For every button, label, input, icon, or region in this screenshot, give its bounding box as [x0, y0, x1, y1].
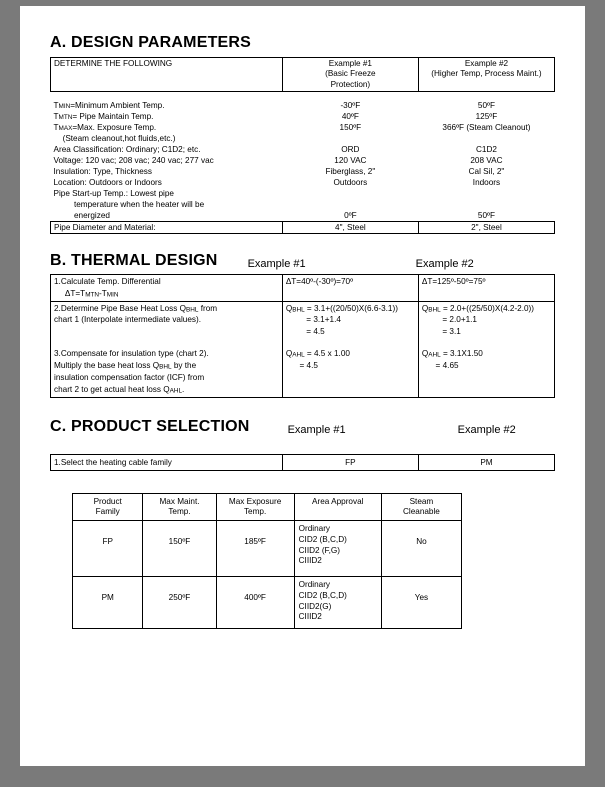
q1-expr: = 3.1+((20/50)X(6.6-3.1)): [304, 303, 398, 313]
header-max-exposure-line1: Max Exposure: [228, 496, 282, 506]
area-classification-example-1: ORD: [341, 144, 360, 154]
tmtn-suffix: = Pipe Maintain Temp.: [72, 111, 154, 121]
row-label-tmax: [51, 122, 283, 133]
row-label-insulation: Insulation: Type, Thickness: [53, 166, 152, 176]
row-fp-area: [294, 521, 381, 577]
header-steam-line2: Cleanable: [402, 507, 440, 517]
table-row: [51, 122, 555, 133]
q1-symbol: Q: [285, 303, 293, 313]
q1b-expr: = 4.5 x 1.00: [304, 349, 350, 359]
tmin-example-2: 50ºF: [477, 100, 495, 110]
q2b-line2: = 4.65: [421, 361, 459, 371]
thermal-step-3-line1: 3.Compensate for insulation type (chart 2).: [54, 349, 209, 359]
qahl-prefix: Multiply the base heat loss Q: [54, 361, 160, 371]
spacer-mid: [282, 91, 418, 100]
row-pm-family: PM: [73, 577, 143, 629]
insulation-example-2: Cal Sil, 2": [468, 166, 505, 176]
thermal-step-2-example-1: [282, 301, 418, 339]
voltage-example-2: 208 VAC: [470, 155, 503, 165]
header-steam-line1: Steam: [409, 496, 434, 506]
header-steam-cleanable: [381, 493, 461, 521]
header-area-approval: Area Approval: [294, 493, 381, 521]
tmax-prefix: T: [53, 122, 59, 132]
spacer-left: [51, 91, 283, 100]
row-label-startup-1: Pipe Start-up Temp.: Lowest pipe: [53, 188, 174, 198]
startup-example-2b: [418, 199, 554, 210]
qbhl-suffix: from: [198, 303, 218, 313]
thermal-step-2-line1: [54, 303, 279, 315]
pipe-diameter-example-1: 4", Steel: [282, 221, 418, 233]
header-example-2-line2: (Higher Temp, Process Maint.): [431, 69, 542, 79]
product-family-table: [72, 493, 462, 630]
section-b-heading-row: [50, 252, 555, 270]
q2b-sub: AHL: [428, 351, 441, 359]
product-family-table-wrap: [50, 493, 555, 630]
header-example-1-line2: (Basic Freeze: [325, 69, 376, 79]
row-pm-area-line2: CID2 (B,C,D): [298, 590, 347, 600]
thermal-step-3-line4: [54, 384, 279, 396]
select-cable-family-label: 1.Select the heating cable family: [51, 454, 283, 470]
startup-example-1b: [282, 199, 418, 210]
row-pm-area: [294, 577, 381, 629]
row-fp-area-line3: CIID2 (F,G): [298, 545, 341, 555]
row-label-area-classification: Area Classification: Ordinary; C1D2; etc.: [53, 144, 201, 154]
section-c-heading-row: [50, 418, 555, 436]
steam-cleanout-example-1: [282, 133, 418, 144]
thermal-step-3-label: [51, 339, 283, 397]
section-a: [50, 34, 555, 234]
thermal-step-3-spacer: [54, 340, 279, 348]
thermal-step-3-line2: [54, 360, 279, 372]
header-max-exposure-line2: Temp.: [243, 507, 267, 517]
tmtn-prefix: T: [53, 111, 59, 121]
thermal-step-3-example-2: [418, 339, 554, 397]
table-row: [51, 301, 555, 339]
header-example-1: [282, 58, 418, 92]
header-example-1-line1: Example #1: [328, 59, 372, 68]
header-determine: DETERMINE THE FOLLOWING: [51, 58, 283, 92]
tmax-example-2: 366ºF (Steam Cleanout): [442, 122, 531, 132]
row-label-voltage: Voltage: 120 vac; 208 vac; 240 vac; 277 vac: [53, 155, 214, 165]
table-row: [51, 155, 555, 166]
location-example-2: Indoors: [472, 177, 501, 187]
q1b-symbol: Q: [285, 349, 293, 359]
startup-example-1c: 0ºF: [344, 210, 357, 220]
header-product-family-line1: Product: [93, 496, 122, 506]
qahl-sub: BHL: [159, 363, 172, 371]
section-c: [50, 418, 555, 471]
thermal-step-2-label: [51, 301, 283, 339]
q1b-sub: AHL: [292, 351, 305, 359]
spacer-right: [418, 91, 554, 100]
table-row: [51, 221, 555, 233]
row-fp-maint: 150ºF: [143, 521, 216, 577]
thermal-step-2-line2: chart 1 (Interpolate intermediate values).: [54, 315, 201, 325]
q2-sub: BHL: [428, 306, 441, 314]
q2b-line1: [422, 348, 551, 360]
spacer-q1b: [286, 340, 415, 348]
area-classification-example-2: C1D2: [475, 144, 497, 154]
row-fp-steam: No: [381, 521, 461, 577]
dt-sub2: MIN: [106, 291, 119, 299]
q2b-expr: = 3.1X1.50: [440, 349, 483, 359]
section-b-example-2-label: Example #2: [415, 257, 474, 270]
startup-example-2a: [418, 188, 554, 199]
table-row: [51, 339, 555, 397]
product-selection-table: [50, 454, 555, 471]
q1-line2: = 3.1+1.4: [285, 315, 341, 325]
tmin-example-1: -30ºF: [340, 100, 361, 110]
row-label-tmtn: [51, 111, 283, 122]
thermal-step-1-line2: [54, 288, 279, 300]
header-max-maint-temp: [143, 493, 216, 521]
pipe-diameter-example-2: 2", Steel: [418, 221, 554, 233]
q2-expr: = 2.0+((25/50)X(4.2-2.0)): [440, 303, 535, 313]
q1b-line2: = 4.5: [285, 361, 318, 371]
thermal-step-1-label: [51, 274, 283, 301]
dt-mid: -T: [99, 288, 107, 298]
row-pm-area-line4: CIIID2: [298, 612, 322, 622]
q2b-symbol: Q: [421, 349, 429, 359]
row-fp-area-line4: CIIID2: [298, 556, 322, 566]
thermal-step-1-example-2: ΔT=125º-50º=75º: [418, 274, 554, 301]
q1-line3: = 4.5: [285, 327, 325, 337]
row-label-pipe-diameter: Pipe Diameter and Material:: [51, 221, 283, 233]
thermal-step-3-example-1: [282, 339, 418, 397]
table-row: [51, 210, 555, 222]
tmax-example-1: 150ºF: [339, 122, 362, 132]
qahl2-prefix: chart 2 to get actual heat loss Q: [54, 384, 170, 394]
table-row: [51, 188, 555, 199]
table-header-row: [73, 493, 462, 521]
qahl2-sub: AHL: [169, 387, 183, 395]
row-pm-area-line1: Ordinary: [298, 580, 331, 590]
select-cable-family-example-1: FP: [282, 454, 418, 470]
thermal-design-table: [50, 274, 555, 398]
tmtn-example-2: 125ºF: [475, 111, 498, 121]
tmtn-subscript: MTN: [58, 113, 73, 121]
q1b-line1: [286, 348, 415, 360]
section-b-title: B. THERMAL DESIGN: [50, 251, 218, 269]
header-example-2: [418, 58, 554, 92]
row-pm-maint: 250ºF: [143, 577, 216, 629]
voltage-example-1: 120 VAC: [334, 155, 367, 165]
header-product-family-line2: Family: [95, 507, 120, 517]
qbhl-sub: BHL: [185, 306, 199, 314]
table-row: [73, 577, 462, 629]
q2-line3: = 3.1: [421, 327, 461, 337]
table-header-row: [51, 58, 555, 92]
select-cable-family-example-2: PM: [418, 454, 554, 470]
tmax-suffix: =Max. Exposure Temp.: [72, 122, 157, 132]
tmin-suffix: =Minimum Ambient Temp.: [70, 100, 165, 110]
row-label-steam-cleanout: (Steam cleanout,hot fluids,etc.): [53, 133, 176, 143]
table-row: [51, 144, 555, 155]
thermal-step-3-line3: insulation compensation factor (ICF) from: [54, 372, 205, 382]
table-row: [51, 274, 555, 301]
table-row: [51, 166, 555, 177]
row-label-startup-2: temperature when the heater will be: [53, 199, 205, 209]
section-c-example-1-label: Example #1: [287, 423, 346, 436]
row-fp-area-line2: CID2 (B,C,D): [298, 534, 347, 544]
section-b: [50, 252, 555, 398]
steam-cleanout-example-2: [418, 133, 554, 144]
startup-example-2c: 50ºF: [477, 210, 495, 220]
row-label-startup-3: energized: [53, 210, 110, 220]
tmax-subscript: MAX: [58, 124, 73, 132]
location-example-1: Outdoors: [333, 177, 368, 187]
thermal-step-1-example-1: ΔT=40º-(-30º)=70º: [282, 274, 418, 301]
row-fp-area-line1: Ordinary: [298, 524, 331, 534]
q2-line1: [422, 303, 551, 315]
q1-sub: BHL: [292, 306, 305, 314]
table-row: [51, 100, 555, 111]
header-example-1-line3: Protection): [330, 79, 371, 89]
tmtn-example-1: 40ºF: [341, 111, 359, 121]
spacer-q2b: [422, 340, 551, 348]
row-pm-steam: Yes: [381, 577, 461, 629]
section-c-example-2-label: Example #2: [457, 423, 516, 436]
q2-line2: = 2.0+1.1: [421, 315, 477, 325]
table-row: [51, 177, 555, 188]
table-row: [51, 454, 555, 470]
table-row: [51, 91, 555, 100]
header-max-maint-line1: Max Maint.: [159, 496, 200, 506]
startup-example-1a: [282, 188, 418, 199]
row-label-tmin: [51, 100, 283, 111]
section-b-example-1-label: Example #1: [247, 257, 306, 270]
tmin-subscript: MIN: [58, 102, 71, 110]
row-pm-exposure: 400ºF: [216, 577, 294, 629]
qahl2-suffix: .: [182, 384, 185, 394]
section-a-title: A. DESIGN PARAMETERS: [50, 34, 252, 51]
row-fp-family: FP: [73, 521, 143, 577]
qahl-suffix: by the: [171, 361, 197, 371]
row-fp-exposure: 185ºF: [216, 521, 294, 577]
qbhl-prefix: 2.Determine Pipe Base Heat Loss Q: [54, 303, 186, 313]
insulation-example-1: Fiberglass, 2": [325, 166, 376, 176]
q1-line1: [286, 303, 415, 315]
row-label-location: Location: Outdoors or Indoors: [53, 177, 162, 187]
design-parameters-table: [50, 57, 555, 234]
header-max-maint-line2: Temp.: [168, 507, 191, 517]
document-page: [20, 6, 585, 766]
header-max-exposure-temp: [216, 493, 294, 521]
table-row: [51, 133, 555, 144]
tmin-prefix: T: [53, 100, 59, 110]
table-row: [51, 199, 555, 210]
thermal-step-2-example-2: [418, 301, 554, 339]
dt-sub1: MTN: [85, 291, 100, 299]
table-row: [51, 111, 555, 122]
dt-prefix: ΔT=T: [54, 288, 86, 298]
row-pm-area-line3: CIID2(G): [298, 601, 332, 611]
section-a-heading-row: [50, 34, 555, 52]
section-c-title: C. PRODUCT SELECTION: [50, 417, 250, 435]
q2-symbol: Q: [421, 303, 429, 313]
header-example-2-line1: Example #2: [464, 59, 509, 68]
header-product-family: [73, 493, 143, 521]
thermal-step-1-line1: 1.Calculate Temp. Differential: [54, 276, 161, 286]
table-row: [73, 521, 462, 577]
